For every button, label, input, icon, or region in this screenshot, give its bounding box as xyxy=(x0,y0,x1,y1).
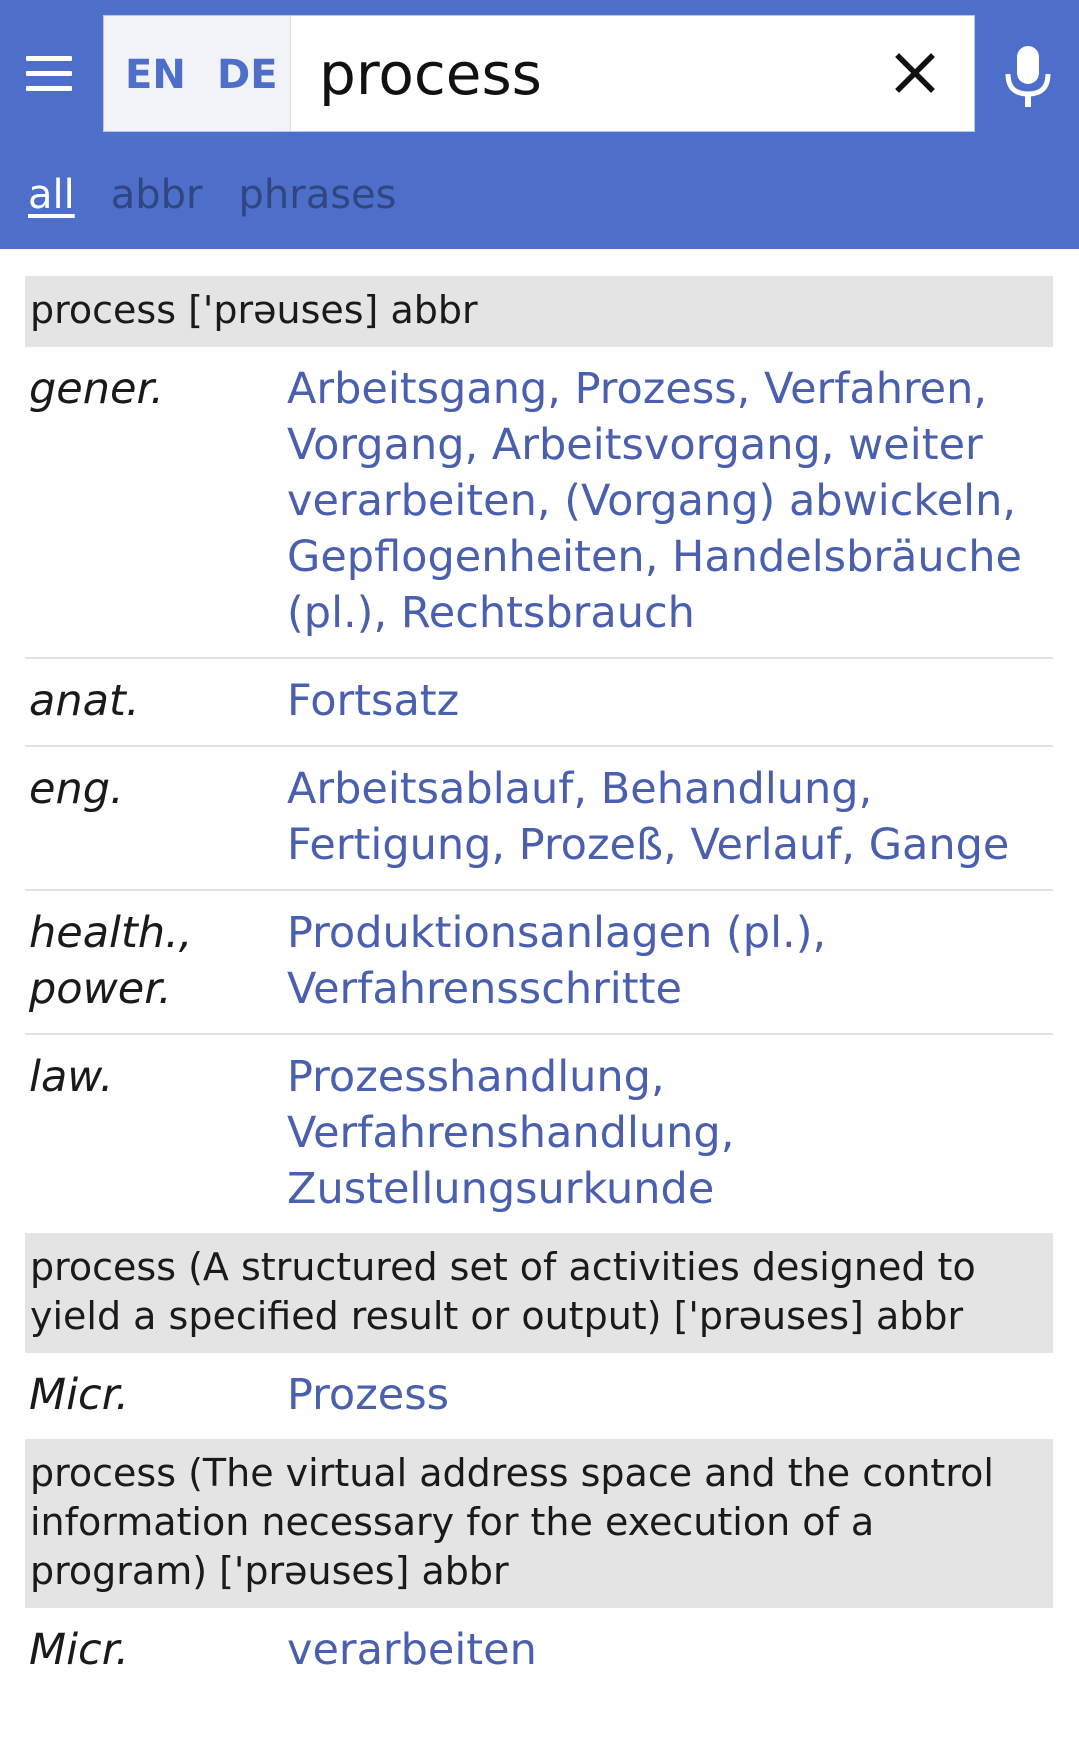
translation-link[interactable]: verarbeiten xyxy=(287,1625,537,1675)
translation-link[interactable]: Fortsatz xyxy=(287,676,460,726)
translations: Arbeitsablauf, Behandlung, Fertigung, Prozeß, Verlauf, Gange xyxy=(287,764,1010,870)
translation-link[interactable]: Prozess xyxy=(574,364,737,414)
search-bar xyxy=(103,15,975,132)
tab-all[interactable]: all xyxy=(28,172,75,218)
translation-link[interactable]: weiter verarbeiten xyxy=(287,420,983,526)
translation-link[interactable]: Handelsbräuche (pl.) xyxy=(287,532,1023,638)
translation-link[interactable]: Verfahrenshandlung xyxy=(287,1108,721,1158)
translations xyxy=(287,673,1053,729)
translation-link[interactable]: Arbeitsvorgang xyxy=(491,420,821,470)
lang-from-button[interactable]: EN xyxy=(125,52,186,98)
translation-row xyxy=(25,347,1053,659)
translation-link[interactable]: Prozesshandlung xyxy=(287,1052,651,1102)
translation-link[interactable]: Behandlung xyxy=(600,764,859,814)
app-header xyxy=(0,0,1079,249)
translation-row xyxy=(25,659,1053,747)
subject-label: Micr. xyxy=(29,1370,130,1420)
translations: Prozesshandlung, Verfahrenshandlung, Zustellungsurkunde xyxy=(287,1052,735,1214)
translation-row xyxy=(25,1353,1053,1439)
menu-icon[interactable] xyxy=(22,52,80,96)
lang-to-button[interactable]: DE xyxy=(217,52,278,98)
results-list xyxy=(25,276,1053,1694)
translation-link[interactable]: Produktionsanlagen (pl.) xyxy=(287,908,813,958)
translation-link[interactable]: Prozess xyxy=(287,1370,450,1420)
translation-link[interactable]: Gange xyxy=(868,820,1010,870)
translations: Arbeitsgang, Prozess, Verfahren, Vorgang, Arbeitsvorgang, weiter verarbeiten, (Vorgang) abwickeln, Gepflogenheiten, Handelsbräuche (pl.), Rechtsbrauch xyxy=(287,364,1023,638)
subject-label: gener. xyxy=(29,364,164,414)
entry-header: process ['prəuses] abbr xyxy=(25,276,1053,347)
entry-header: process (The virtual address space and the control information necessary for the execution of a program) ['prəuses] abbr xyxy=(25,1439,1053,1608)
filter-tabs xyxy=(28,172,433,220)
subject-label: Micr. xyxy=(29,1625,130,1675)
translation-link[interactable]: (Vorgang) abwickeln xyxy=(564,476,1003,526)
translations xyxy=(287,1622,1053,1678)
translation-link[interactable]: Zustellungsurkunde xyxy=(287,1164,715,1214)
translations xyxy=(287,1367,1053,1423)
translation-link[interactable]: Verfahrensschritte xyxy=(287,964,682,1014)
translation-link[interactable]: Fertigung xyxy=(287,820,492,870)
translation-link[interactable]: Verfahren xyxy=(764,364,974,414)
translation-row xyxy=(25,1035,1053,1233)
close-icon[interactable] xyxy=(886,44,944,102)
language-switch xyxy=(104,16,291,131)
translation-link[interactable]: Gepflogenheiten xyxy=(287,532,645,582)
translation-row xyxy=(25,1608,1053,1694)
subject-label: health., power. xyxy=(29,908,193,1014)
translation-row xyxy=(25,747,1053,891)
subject-label: anat. xyxy=(29,676,140,726)
microphone-icon[interactable] xyxy=(1000,44,1056,110)
subject-label: eng. xyxy=(29,764,124,814)
translation-link[interactable]: Arbeitsablauf xyxy=(287,764,574,814)
translation-link[interactable]: Arbeitsgang xyxy=(287,364,548,414)
tab-phrases[interactable]: phrases xyxy=(238,172,397,218)
translations: Produktionsanlagen (pl.), Verfahrensschritte xyxy=(287,908,827,1014)
tab-abbr[interactable]: abbr xyxy=(110,172,203,218)
subject-label: law. xyxy=(29,1052,114,1102)
search-input[interactable] xyxy=(319,38,879,110)
translation-link[interactable]: Verlauf xyxy=(690,820,842,870)
translation-link[interactable]: Rechtsbrauch xyxy=(400,588,695,638)
entry-header: process (A structured set of activities designed to yield a specified result or output) ['prəuses] abbr xyxy=(25,1233,1053,1353)
translation-row xyxy=(25,891,1053,1035)
translation-link[interactable]: Vorgang xyxy=(287,420,465,470)
translation-link[interactable]: Prozeß xyxy=(518,820,664,870)
